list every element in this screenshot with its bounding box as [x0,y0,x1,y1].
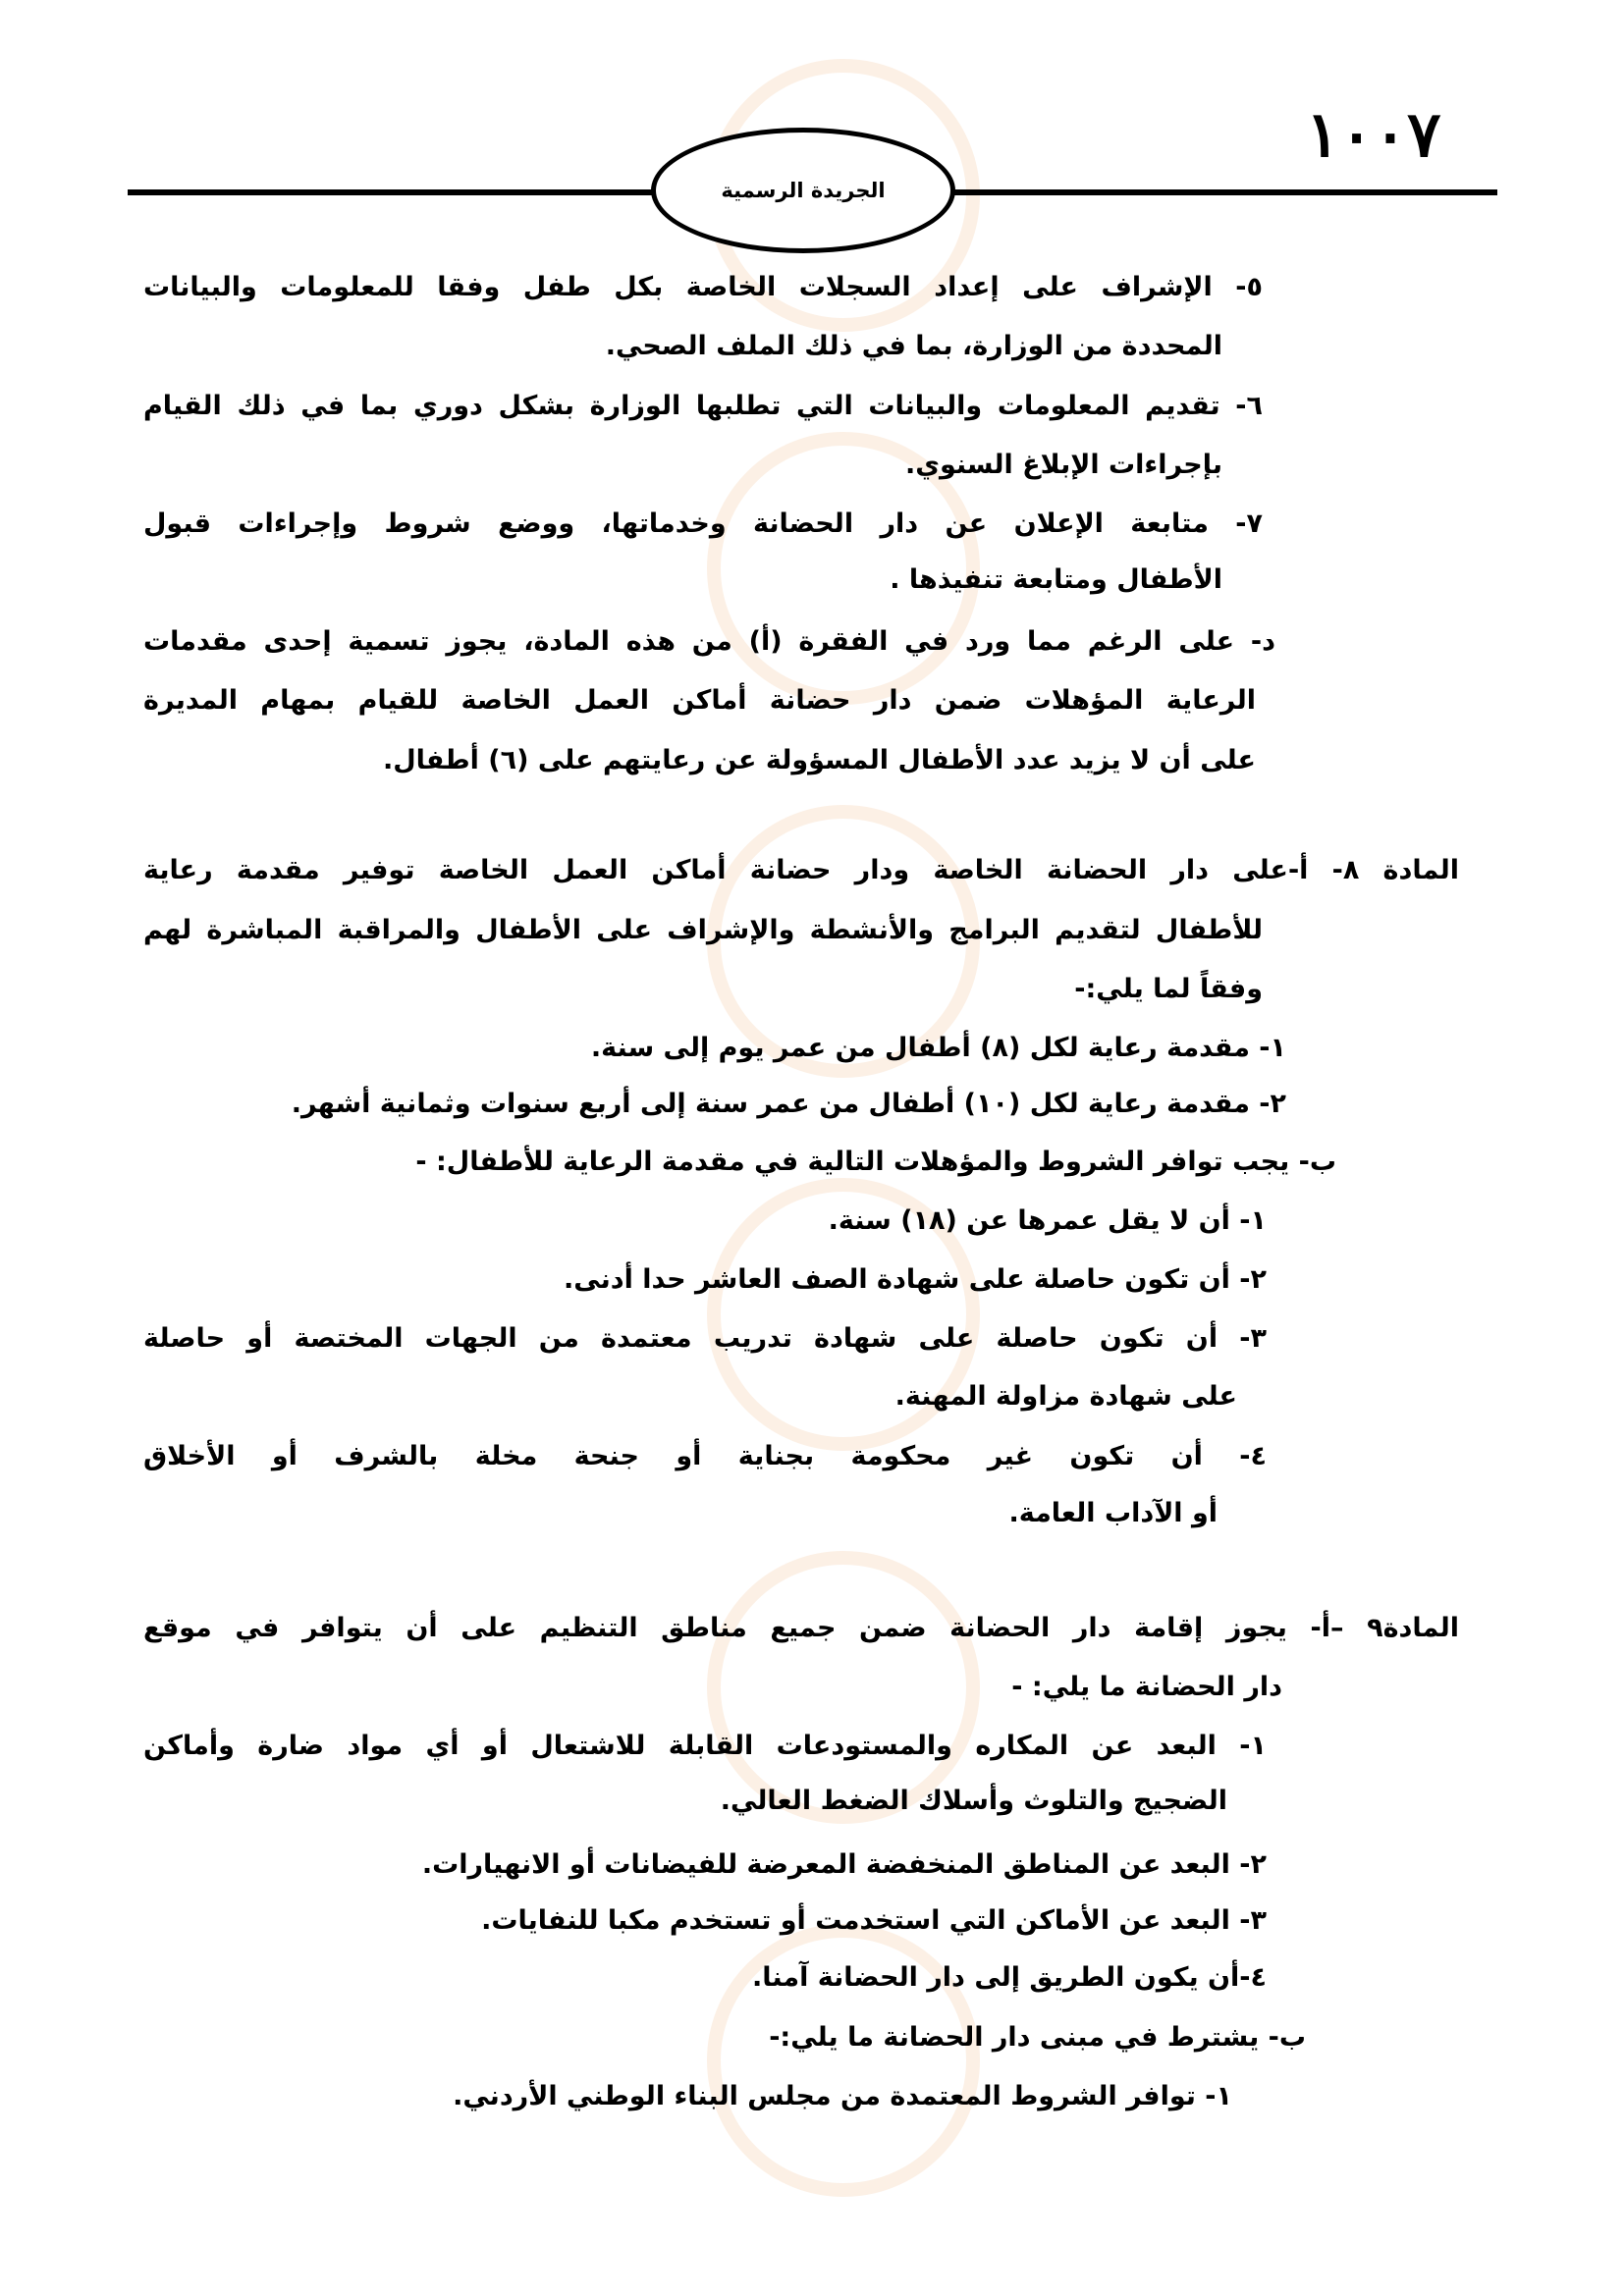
text-line: ب- يجب توافر الشروط والمؤهلات التالية في مقدمة الرعاية للأطفال: - [415,1147,1336,1177]
text-line: ٣- البعد عن الأماكن التي استخدمت أو تستخدم مكبا للنفايات. [481,1905,1267,1936]
text-line: وفقاً لما يلي:- [1074,974,1263,1004]
text-line: ٧- متابعة الإعلان عن دار الحضانة وخدماتها، ووضع شروط وإجراءات قبول [143,508,1263,539]
text-line: للأطفال لتقديم البرامج والأنشطة والإشراف على الأطفال والمراقبة المباشرة لهم [143,915,1263,945]
text-line: د- على الرغم مما ورد في الفقرة (أ) من هذه المادة، يجوز تسمية إحدى مقدمات [143,626,1275,657]
text-line: ٣- أن تكون حاصلة على شهادة تدريب معتمدة من الجهات المختصة أو حاصلة [143,1323,1267,1354]
text-line: ٥- الإشراف على إعداد السجلات الخاصة بكل طفل وفقا للمعلومات والبيانات [143,272,1263,302]
text-line: على أن لا يزيد عدد الأطفال المسؤولة عن رعايتهم على (٦) أطفال. [382,745,1256,775]
gazette-title-oval [651,128,955,253]
text-line: ١- أن لا يقل عمرها عن (١٨) سنة. [828,1205,1267,1236]
text-line: ٢- البعد عن المناطق المنخفضة المعرضة للفيضانات أو الانهيارات. [421,1849,1267,1880]
text-line: الرعاية المؤهلات ضمن دار حضانة أماكن العمل الخاصة للقيام بمهام المديرة [143,685,1256,716]
text-line: ٤-أن يكون الطريق إلى دار الحضانة آمنا. [751,1962,1267,1993]
text-line: ١- البعد عن المكاره والمستودعات القابلة للاشتعال أو أي مواد ضارة وأماكن [143,1731,1267,1761]
page-number: ١٠٠٧ [1306,98,1441,172]
text-line: على شهادة مزاولة المهنة. [894,1381,1237,1412]
text-line: دار الحضانة ما يلي: - [1011,1672,1282,1702]
gazette-title: الجريدة الرسمية [721,179,886,202]
text-line: ٦- تقديم المعلومات والبيانات التي تطلبها الوزارة بشكل دوري بما في ذلك القيام [143,391,1263,421]
text-line: الأطفال ومتابعة تنفيذها . [890,564,1222,595]
text-line: ٢- أن تكون حاصلة على شهادة الصف العاشر حدا أدنى. [564,1264,1267,1295]
text-line: ١- مقدمة رعاية لكل (٨) أطفال من عمر يوم إلى سنة. [590,1033,1286,1063]
article-8-heading: المادة ٨- أ-على دار الحضانة الخاصة ودار حضانة أماكن العمل الخاصة توفير مقدمة رعاية [143,855,1459,885]
text-line: ٤- أن تكون غير محكومة بجناية أو جنحة مخلة بالشرف أو الأخلاق [143,1441,1267,1471]
text-line: بإجراءات الإبلاغ السنوي. [904,450,1222,480]
text-line: ب- يشترط في مبنى دار الحضانة ما يلي:- [769,2022,1306,2053]
text-line: ١- توافر الشروط المعتمدة من مجلس البناء الوطني الأردني. [453,2081,1232,2111]
text-line: ٢- مقدمة رعاية لكل (١٠) أطفال من عمر سنة إلى أربع سنوات وثمانية أشهر. [291,1089,1286,1119]
text-line: الضجيج والتلوث وأسلاك الضغط العالي. [720,1786,1227,1816]
text-line: أو الآداب العامة. [1008,1498,1218,1528]
text-line: المحددة من الوزارة، بما في ذلك الملف الصحي. [605,331,1222,361]
article-9-heading: المادة٩ –أ- يجوز إقامة دار الحضانة ضمن جميع مناطق التنظيم على أن يتوافر في موقع [143,1613,1459,1643]
